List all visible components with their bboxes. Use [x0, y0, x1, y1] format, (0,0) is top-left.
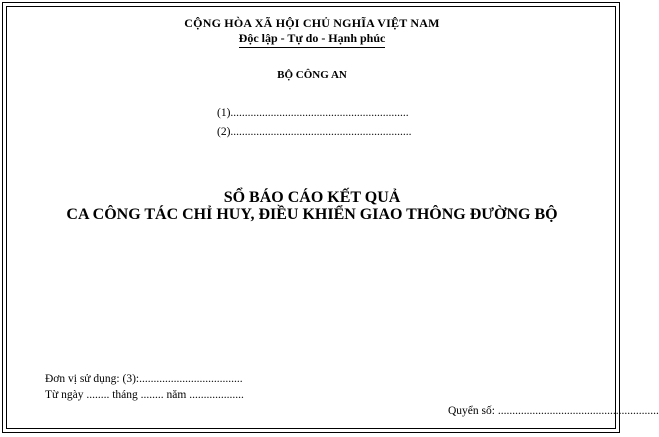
date-line: Từ ngày ........ tháng ........ năm ...................: [45, 389, 244, 401]
document-title-line-1: SỔ BÁO CÁO KẾT QUẢ: [223, 189, 401, 206]
national-title: CỘNG HÒA XÃ HỘI CHỦ NGHĨA VIỆT NAM: [184, 16, 440, 30]
book-number-line: Quyển số: ........................................................: [448, 405, 659, 417]
ministry-name: BỘ CÔNG AN: [277, 69, 347, 81]
national-motto: Độc lập - Tự do - Hạnh phúc: [239, 31, 386, 48]
motto-row: [0, 31, 624, 48]
user-unit-line: Đơn vị sử dụng: (3):....................................: [45, 373, 243, 385]
fill-line-1: (1)..............................................................: [217, 107, 409, 119]
document-title-line-2: CA CÔNG TÁC CHỈ HUY, ĐIỀU KHIỂN GIAO THÔNG ĐƯỜNG BỘ: [66, 206, 558, 223]
fill-line-2: (2)...............................................................: [217, 126, 412, 138]
